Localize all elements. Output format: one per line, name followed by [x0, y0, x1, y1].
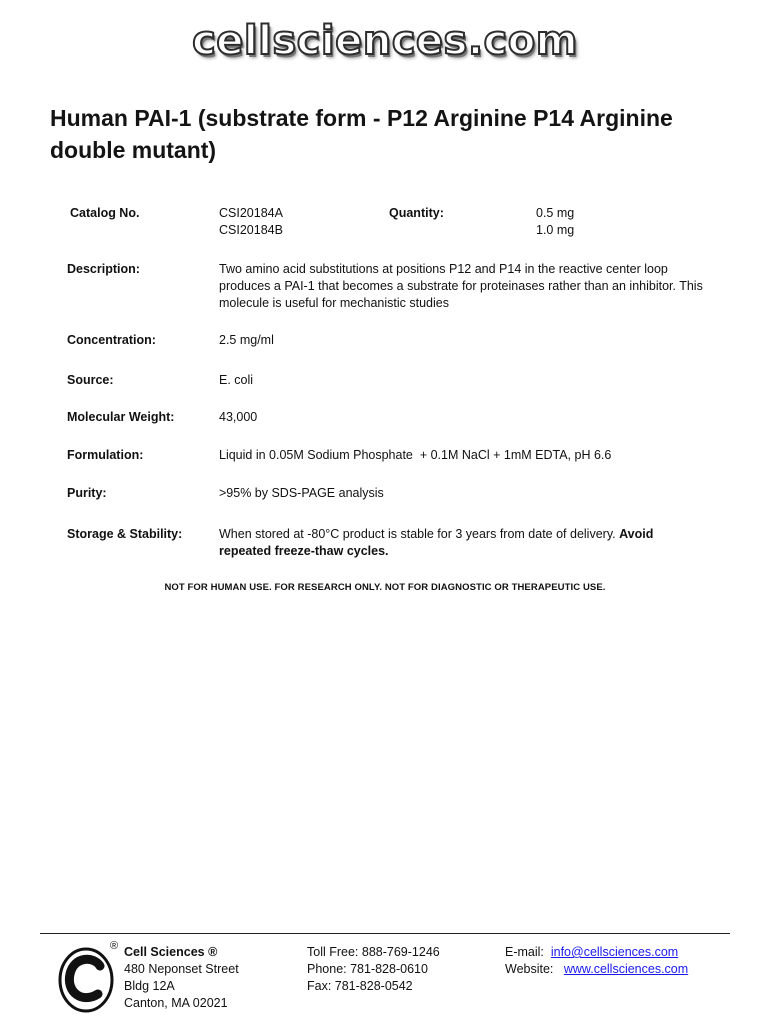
footer-contact	[505, 944, 688, 978]
footer-divider	[40, 933, 730, 934]
address-line: 480 Neponset Street	[124, 962, 239, 976]
description-label: Description:	[67, 262, 140, 276]
quantity-value: 0.5 mg	[536, 206, 575, 220]
research-use-notice: NOT FOR HUMAN USE. FOR RESEARCH ONLY. NOT FOR DIAGNOSTIC OR THERAPEUTIC USE.	[164, 582, 606, 593]
storage-warning: Avoid	[619, 527, 654, 541]
registered-mark: ®	[110, 940, 119, 952]
catalog-label: Catalog No.	[70, 206, 140, 220]
quantity-label: Quantity:	[389, 206, 444, 220]
toll-free: Toll Free: 888-769-1246	[307, 945, 440, 959]
address-line: Bldg 12A	[124, 979, 175, 993]
description-line: molecule is useful for mechanistic studies	[219, 296, 449, 310]
formulation-value: Liquid in 0.05M Sodium Phosphate + 0.1M NaCl + 1mM EDTA, pH 6.6	[219, 448, 612, 462]
storage-warning: repeated freeze-thaw cycles.	[219, 544, 389, 558]
catalog-number: CSI20184A	[219, 206, 283, 220]
email-link[interactable]: info@cellsciences.com	[550, 945, 679, 959]
molecular-weight-label: Molecular Weight:	[67, 410, 175, 424]
description-line: produces a PAI-1 that becomes a substrate for proteinases rather than an inhibitor. This	[219, 279, 703, 293]
concentration-value: 2.5 mg/ml	[219, 333, 274, 347]
storage-value	[219, 526, 719, 560]
email-label: E-mail:	[505, 945, 544, 959]
storage-text: When stored at -80°C product is stable for 3 years from date of delivery.	[219, 527, 616, 541]
source-label: Source:	[67, 373, 114, 387]
formulation-label: Formulation:	[67, 448, 144, 462]
source-value: E. coli	[219, 373, 254, 387]
page-title: Human PAI-1 (substrate form - P12 Arginine P14 Arginine double mutant)	[50, 105, 673, 163]
quantity-values	[536, 205, 574, 239]
description-line: Two amino acid substitutions at positions P12 and P14 in the reactive center loop	[219, 262, 668, 276]
company-name: Cell Sciences ®	[124, 945, 218, 959]
address-line: Canton, MA 02021	[124, 996, 228, 1010]
footer-address	[124, 944, 239, 1012]
purity-value: >95% by SDS-PAGE analysis	[219, 486, 384, 500]
cell-sciences-logo-icon	[56, 944, 116, 1014]
molecular-weight-value: 43,000	[219, 410, 258, 424]
footer-phones	[307, 944, 440, 995]
description-value	[219, 261, 719, 312]
concentration-label: Concentration:	[67, 333, 156, 347]
catalog-numbers	[219, 205, 283, 239]
site-logo: cellsciences.com	[192, 18, 578, 64]
storage-label: Storage & Stability:	[67, 527, 183, 541]
website-label: Website:	[505, 962, 554, 976]
fax: Fax: 781-828-0542	[307, 979, 413, 993]
quantity-value: 1.0 mg	[536, 223, 575, 237]
website-link[interactable]: www.cellsciences.com	[563, 962, 689, 976]
purity-label: Purity:	[67, 486, 107, 500]
phone: Phone: 781-828-0610	[307, 962, 428, 976]
catalog-number: CSI20184B	[219, 223, 283, 237]
